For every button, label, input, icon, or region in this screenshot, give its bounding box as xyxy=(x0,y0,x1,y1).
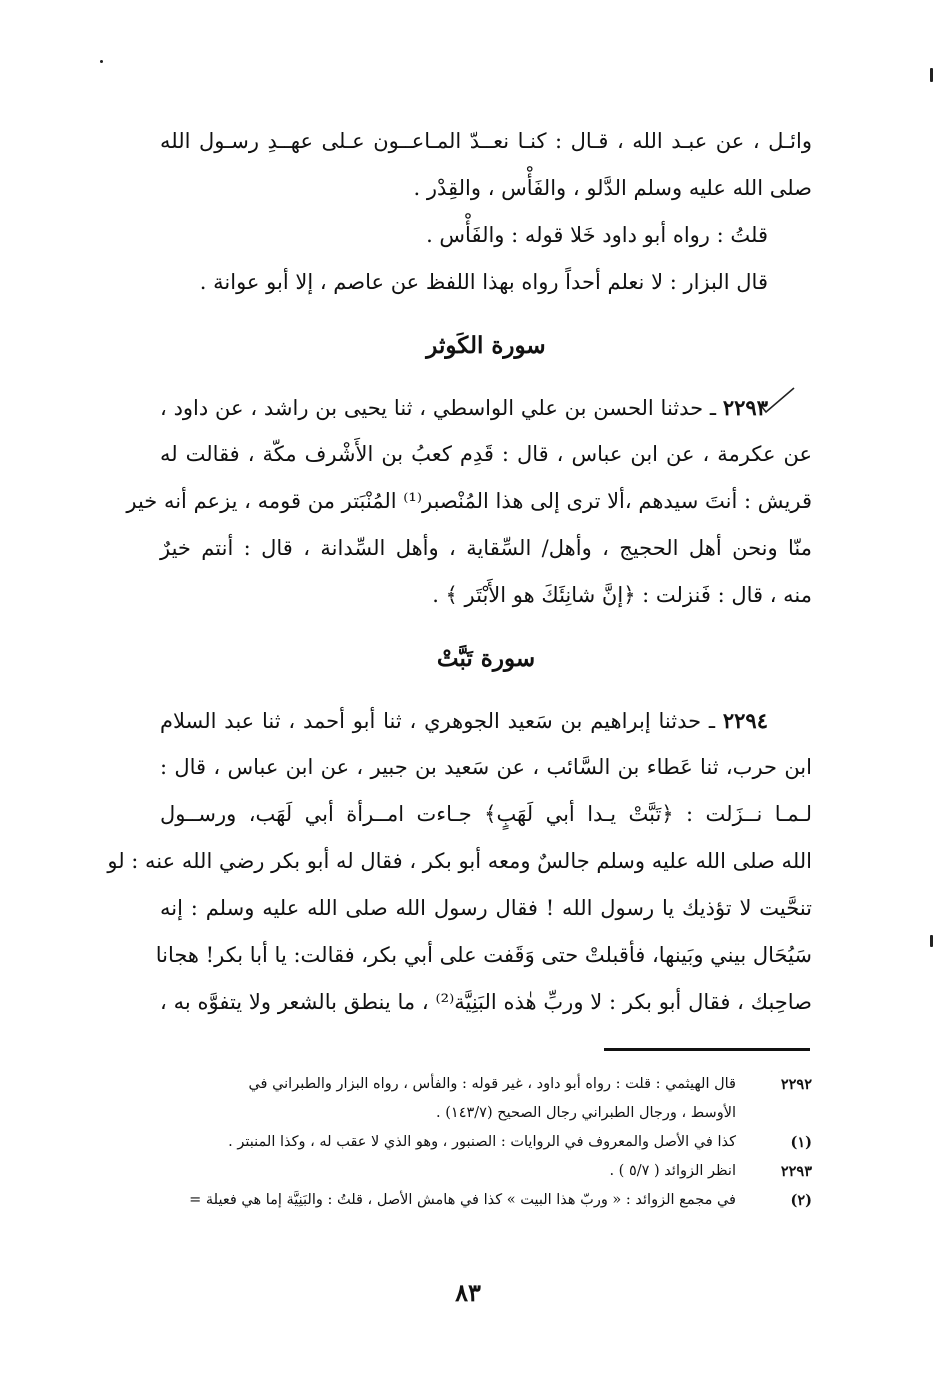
section-heading-tabbat: سورة تَبَّتْ xyxy=(436,645,536,672)
main-text xyxy=(107,118,813,1026)
footnote-text: في مجمع الزوائد : « وربّ هذا البيت » كذا في هامش الأصل ، قلتُ : والبَنِيَّة إما هي فعيلة = xyxy=(189,1192,736,1208)
footnote-1 xyxy=(140,1128,812,1157)
hadith-2294-line xyxy=(160,697,812,744)
hadith-text: ـ حدثنا الحسن بن علي الواسطي ، ثنا يحيى بن راشد ، عن داود ، xyxy=(160,396,717,420)
footnote-divider xyxy=(604,1048,810,1051)
text-line: منه ، قال : فَنزلت : ﴿إنَّ شانِئَكَ هو الأَبْتَر ﴾ . xyxy=(432,583,812,607)
hadith-number: ٢٢٩٤ xyxy=(722,708,768,733)
footnote-2292 xyxy=(140,1070,812,1128)
footnote-text: انظر الزوائد ( ٥/٧ ) . xyxy=(609,1163,736,1179)
scan-speck xyxy=(930,68,933,82)
text-line: تنحَّيت لا تؤذيك يا رسول الله ! فقال رسول الله صلى الله عليه وسلم : إنه xyxy=(160,896,812,920)
text-line: لـمـا نــزَلت : ﴿تَبَّتْ يـدا أبي لَهَبٍ﴾ جـاءت امــرأة أبي لَهَب، ورســول xyxy=(160,802,812,826)
footnote-text: قال الهيثمي : قلت : رواه أبو داود ، غير قوله : والفأس ، رواه البزار والطبراني في xyxy=(248,1076,736,1092)
hadith-number: ٢٢٩٣ xyxy=(722,395,768,420)
hadith-text: ـ حدثنا إبراهيم بن سَعيد الجوهري ، ثنا أبو أحمد ، ثنا عبد السلام xyxy=(160,709,716,733)
text-line: عن عكرمة ، عن ابن عباس ، قال : قَدِم كعبُ بن الأَشْرف مكّة ، فقالت له xyxy=(160,442,812,466)
hadith-2293-line xyxy=(160,384,812,431)
text-line: الله صلى الله عليه وسلم جالسٌ ومعه أبو بكر ، فقال له أبو بكر رضي الله عنه : لو xyxy=(107,849,812,873)
text-line: صاحِبك ، فقال أبو بكر : لا وربِّ هٰذه البَنِيَّة⁽²⁾ ، ما ينطق بالشعر ولا يتفوَّه به ، xyxy=(160,990,813,1014)
text-line: صلى الله عليه وسلم الدَّلو ، والفَأْس ، والقِدْر . xyxy=(413,176,812,200)
text-line: قلتُ : رواه أبو داود خَلا قوله : والفَأْس . xyxy=(426,223,768,247)
footnote-2 xyxy=(140,1186,812,1215)
footnote-text: كذا في الأصل والمعروف في الروايات : الصنبور ، وهو الذي لا عقب له ، وكذا المنبتر . xyxy=(228,1134,736,1150)
footnote-text: الأوسط ، ورجال الطبراني رجال الصحيح (١٤٣/٧) . xyxy=(436,1105,736,1121)
text-line: قال البزار : لا نعلم أحداً رواه بهذا اللفظ عن عاصم ، إلا أبو عوانة . xyxy=(199,270,768,294)
footnote-tag: ٢٢٩٢ xyxy=(780,1076,812,1093)
text-line: وائـل ، عن عبـد الله ، قـال : كنـا نعــدّ المـاعــون عـلى عهــدِ رسـول الله xyxy=(160,129,812,153)
scan-speck xyxy=(930,935,933,947)
section-heading-kawthar: سورة الكَوثر xyxy=(426,332,546,359)
footnotes xyxy=(140,1070,812,1215)
text-line: سَيُحَال بيني وبَينها، فأقبلتْ حتى وَقَفت على أبي بكر، فقالت: يا أبا بكر! هجانا xyxy=(155,943,812,967)
text-line: ابن حرب، ثنا عَطاء بن السَّائب ، عن سَعيد بن جبير ، عن ابن عباس ، قال : xyxy=(160,755,812,779)
text-line: قريش : أنتَ سيدهم ،ألا ترى إلى هذا المُنْصبر⁽¹⁾ المُنْبَتر من قومه ، يزعم أنه خير xyxy=(126,489,812,513)
footnote-tag: (٢) xyxy=(790,1192,812,1209)
footnote-tag: (١) xyxy=(790,1134,812,1151)
scan-speck xyxy=(100,60,103,63)
footnote-tag: ٢٢٩٣ xyxy=(780,1163,812,1180)
text-line: منّا ونحن أهل الحجيج ، وأهل/ السِّقاية ، وأهل السِّدانة ، قال : أنتم خيرٌ xyxy=(160,536,812,560)
page-number: ٨٣ xyxy=(455,1278,481,1307)
footnote-2293 xyxy=(140,1157,812,1186)
